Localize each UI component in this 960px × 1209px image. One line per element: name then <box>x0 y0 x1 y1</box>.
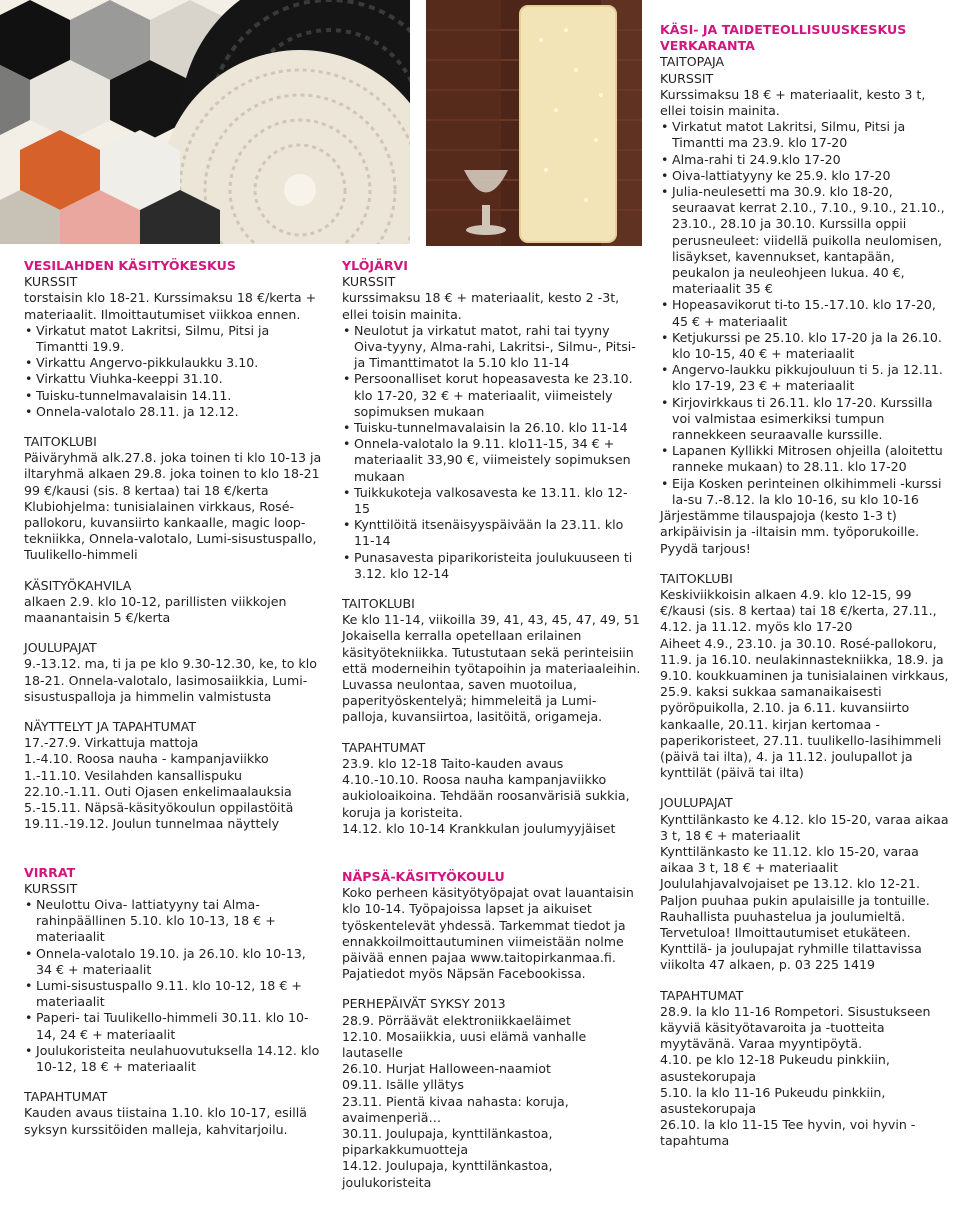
section-vesilahti <box>24 258 324 833</box>
list-item: • Tuisku-tunnelmavalaisin la 26.10. klo 11-14 <box>342 420 642 436</box>
vesilahti-intro: torstaisin klo 18-21. Kurssimaksu 18 €/kerta + materiaalit. Ilmoittautumiset viikkoa ennen. <box>24 290 317 322</box>
vesilahti-course-list <box>24 323 324 420</box>
list-item: • Persoonalliset korut hopeasavesta ke 23.10. klo 17-20, 32 € + materiaalit, viimeistely sopimuksen mukaan <box>342 371 642 420</box>
verkaranta-tapahtumat-text: 28.9. la klo 11-16 Rompetori. Sisustukseen käyviä käsityötavaroita ja -tuotteita myytävänä. Varaa myyntipöytä. 4.10. pe klo 12-18 Pukeudu pinkkiin, asustekorupaja 5.10. la klo 11-16 Pukeudu pinkkiin, asustekorupaja 26.10. la klo 11-15 Tee hyvin, voi hyvin - tapahtuma <box>660 1003 931 1149</box>
vesilahti-taitoklubi-text: Päiväryhmä alk.27.8. joka toinen ti klo 10-13 ja iltaryhmä alkaen 29.8. joka toinen to klo 18-21 99 €/kausi (sis. 8 kertaa) tai 18 €/kerta Klubiohjelma: tunisialainen virkkaus, Rosé-pallokoru, kuvansiirto kankaalle, magic loop-tekniikka, Onnela-valotalo, Lumi-sisustuspallo, Tuulikello-himmeli <box>24 450 322 563</box>
ylojarvi-tapahtumat-text: 23.9. klo 12-18 Taito-kauden avaus 4.10.-10.10. Roosa nauha kampanjaviikko aukioloaikoina. Tehdään roosanvärisiä sukkia, koruja ja koristeita. 14.12. klo 10-14 Krankkulan joulumyyjäiset <box>342 755 630 836</box>
section-virrat <box>24 865 324 1138</box>
list-item: • Neulottu Oiva- lattiatyyny tai Alma-rahinpäällinen 5.10. klo 10-13, 18 € + materiaalit <box>24 897 324 946</box>
knitted-lamp-photo <box>426 0 642 246</box>
label-taitopaja: TAITOPAJA <box>660 54 725 70</box>
column-verkaranta <box>660 22 952 1168</box>
section-ylojarvi <box>342 258 642 837</box>
list-item: • Joulukoristeita neulahuovutuksella 14.12. klo 10-12, 18 € + materiaalit <box>24 1043 324 1075</box>
list-item: • Lapanen Kyllikki Mitrosen ohjeilla (aloitettu ranneke mukaan) to 28.11. klo 17-20 <box>660 443 952 475</box>
vesilahti-joulupajat-text: 9.-13.12. ma, ti ja pe klo 9.30-12.30, ke, to klo 18-21. Onnela-valotalo, lasimosaiikkia, Lumi-sisustuspalloja ja himmelin valmistusta <box>24 656 317 704</box>
verkaranta-joulupajat-text: Kynttilänkasto ke 4.12. klo 15-20, varaa aikaa 3 t, 18 € + materiaalit Kynttilänkasto ke 11.12. klo 15-20, varaa aikaa 3 t, 18 € + materiaalit Joululahjavalvojaiset pe 13.12. klo 12-21. Paljon puuhaa pukin apulaisille ja tontuille. Rauhallista puuhastelua ja joulumieltä. Tervetuloa! Ilmoittautumiset etukäteen. Kynttilä- ja joulupajat ryhmille tilattavissa viikolta 47 alkaen, p. 03 225 1419 <box>660 811 949 973</box>
ylojarvi-intro: kurssimaksu 18 € + materiaalit, kesto 2 -3t, ellei toisin mainita. <box>342 290 620 322</box>
virrat-tapahtumat-text: Kauden avaus tiistaina 1.10. klo 10-17, esillä syksyn kurssitöiden malleja, kahvitarjoilu. <box>24 1105 307 1137</box>
label-joulupajat: JOULUPAJAT <box>24 640 97 656</box>
knitted-lamp-illustration <box>426 0 642 246</box>
list-item: • Virkatut matot Lakritsi, Silmu, Pitsi ja Timantti ma 23.9. klo 17-20 <box>660 119 952 151</box>
list-item: • Eija Kosken perinteinen olkihimmeli -kurssi la-su 7.-8.12. la klo 10-16, su klo 10-16 <box>660 476 952 508</box>
list-item: • Oiva-lattiatyyny ke 25.9. klo 17-20 <box>660 168 952 184</box>
list-item: • Hopeasavikorut ti-to 15.-17.10. klo 17-20, 45 € + materiaalit <box>660 297 952 329</box>
list-item: • Virkatut matot Lakritsi, Silmu, Pitsi ja Timantti 19.9. <box>24 323 324 355</box>
section-napsa <box>342 869 642 1191</box>
vesilahti-kahvila-text: alkaen 2.9. klo 10-12, parillisten viikkojen maanantaisin 5 €/kerta <box>24 593 287 626</box>
label-tapahtumat: TAPAHTUMAT <box>660 987 744 1003</box>
virrat-course-list <box>24 897 324 1075</box>
napsa-perhepaivat-text: 28.9. Pörräävät elektroniikkaeläimet 12.10. Mosaiikkia, uusi elämä vanhalle lautaselle 26.10. Hurjat Halloween-naamiot 09.11. Isälle yllätys 23.11. Pientä kivaa nahasta: koruja, avaimenperiä… 30.11. Joulupaja, kynttilänkastoa, piparkakkumuotteja 14.12. Joulupaja, kynttilänkastoa, joulukoristeita <box>342 1012 587 1190</box>
label-kasityokahvila: KÄSITYÖKAHVILA <box>24 577 132 593</box>
list-item: • Punasavesta piparikoristeita joulukuuseen ti 3.12. klo 12-14 <box>342 550 642 582</box>
label-tapahtumat: TAPAHTUMAT <box>24 1089 108 1105</box>
list-item: • Ketjukurssi pe 25.10. klo 17-20 ja la 26.10. klo 10-15, 40 € + materiaalit <box>660 330 952 362</box>
list-item: • Kynttilöitä itsenäisyyspäivään la 23.11. klo 11-14 <box>342 517 642 549</box>
verkaranta-tilaus-text: Järjestämme tilauspajoja (kesto 1-3 t) arkipäivisin ja -iltaisin mm. työporukoille. Pyydä tarjous! <box>660 508 920 556</box>
list-item: • Onnela-valotalo la 9.11. klo11-15, 34 € + materiaalit 33,90 €, viimeistely sopimuksen mukaan <box>342 436 642 485</box>
column-vesilahti-virrat <box>24 258 324 1156</box>
list-item: • Virkattu Angervo-pikkulaukku 3.10. <box>24 355 324 371</box>
list-item: • Angervo-laukku pikkujouluun ti 5. ja 12.11. klo 17-19, 23 € + materiaalit <box>660 362 952 394</box>
label-taitoklubi: TAITOKLUBI <box>660 570 733 586</box>
napsa-text: Koko perheen käsityötyöpajat ovat lauantaisin klo 10-14. Työpajoissa lapset ja aikuiset työskentelevät yhdessä. Tarkemmat tiedot ja ennakkoilmoittautuminen viimeistään nolme päivää ennen pajaa www.taitopirkanmaa.fi. Pajatiedot myös Näpsän Facebookissa. <box>342 885 634 982</box>
label-joulupajat: JOULUPAJAT <box>660 795 733 811</box>
crochet-rugs-illustration <box>0 0 410 244</box>
list-item: • Onnela-valotalo 28.11. ja 12.12. <box>24 404 324 420</box>
label-taitoklubi: TAITOKLUBI <box>24 434 97 450</box>
verkaranta-taitoklubi-text: Keskiviikkoisin alkaen 4.9. klo 12-15, 99 €/kausi (sis. 8 kertaa) tai 18 €/kerta, 27.11., 4.12. ja 11.12. myös klo 17-20 Aiheet 4.9., 23.10. ja 30.10. Rosé-pallokoru, 11.9. ja 16.10. neulakinnastekniikka, 18.9. ja 9.10. koukkuaminen ja tunisialainen virkkaus, 25.9. kaksi sukkaa samanaikaisesti pyöröpuikolla, 2.10. ja 6.11. kuvansiirto kankaalle, 20.11. kirjan kertomaa -paperikoristeet, 27.11. tuulikello-lasihimmeli (päivä tai ilta), 4. ja 11.12. joulupallot ja kynttilät (päivä tai ilta) <box>660 586 949 781</box>
vesilahti-nayttelyt-text: 17.-27.9. Virkattuja mattoja 1.-4.10. Roosa nauha - kampanjaviikko 1.-11.10. Vesilahden kansallispuku 22.10.-1.11. Outi Ojasen enkelimaalauksia 5.-15.11. Näpsä-käsityökoulun oppilastöitä 19.11.-19.12. Joulun tunnelmaa näyttely <box>24 735 294 832</box>
list-item: • Lumi-sisustuspallo 9.11. klo 10-12, 18 € + materiaalit <box>24 978 324 1010</box>
verkaranta-course-list <box>660 119 952 508</box>
label-tapahtumat: TAPAHTUMAT <box>342 739 426 755</box>
ylojarvi-course-list <box>342 323 642 582</box>
label-kurssit: KURSSIT <box>660 70 714 86</box>
heading-napsa: NÄPSÄ-KÄSITYÖKOULU <box>342 868 505 884</box>
list-item: • Onnela-valotalo 19.10. ja 26.10. klo 10-13, 34 € + materiaalit <box>24 946 324 978</box>
column-ylojarvi-napsa <box>342 258 642 1209</box>
section-verkaranta <box>660 22 952 1150</box>
label-perhepaivat: PERHEPÄIVÄT SYKSY 2013 <box>342 996 506 1012</box>
list-item: • Tuisku-tunnelmavalaisin 14.11. <box>24 388 324 404</box>
list-item: • Kirjovirkkaus ti 26.11. klo 17-20. Kurssilla voi valmistaa esimerkiksi tumpun rannekkeen seuraavalle kurssille. <box>660 395 952 444</box>
label-kurssit: KURSSIT <box>24 880 78 896</box>
label-kurssit: KURSSIT <box>24 274 78 290</box>
list-item: • Julia-neulesetti ma 30.9. klo 18-20, seuraavat kerrat 2.10., 7.10., 9.10., 21.10., 23.10., 28.10 ja 30.10. Kurssilla oppii perusneuleet: viidellä puikolla neulomisen, lisäykset, kavennukset, kantapään, peukalon ja neuleohjeen lukua. 40 €, materiaalit 35 € <box>660 184 952 297</box>
list-item: • Neulotut ja virkatut matot, rahi tai tyyny Oiva-tyyny, Alma-rahi, Lakritsi-, Silmu-, Pitsi-ja Timanttimatot la 5.10 klo 11-14 <box>342 323 642 372</box>
list-item: • Virkattu Viuhka-keeppi 31.10. <box>24 371 324 387</box>
list-item: • Alma-rahi ti 24.9.klo 17-20 <box>660 152 952 168</box>
heading-virrat: VIRRAT <box>24 864 76 880</box>
crochet-rugs-photo <box>0 0 410 244</box>
ylojarvi-taitoklubi-text: Ke klo 11-14, viikoilla 39, 41, 43, 45, 47, 49, 51 Jokaisella kerralla opetellaan erilainen käsityötekniikka. Tutustutaan sekä perinteisiin että moderneihin työtapoihin ja materiaaleihin. Luvassa neulontaa, saven muotoilua, paperityöskentelyä; himmeleitä ja Lumi-palloja, kuvansiirtoa, lasitöitä, origameja. <box>342 612 641 725</box>
heading-ylojarvi: YLÖJÄRVI <box>342 258 408 273</box>
verkaranta-intro: Kurssimaksu 18 € + materiaalit, kesto 3 t, ellei toisin mainita. <box>660 86 926 119</box>
heading-verkaranta: KÄSI- JA TAIDETEOLLISUUSKESKUS VERKARANTA <box>660 22 907 54</box>
list-item: • Paperi- tai Tuulikello-himmeli 30.11. klo 10-14, 24 € + materiaalit <box>24 1010 324 1042</box>
label-kurssit: KURSSIT <box>342 274 396 290</box>
heading-vesilahti: VESILAHDEN KÄSITYÖKESKUS <box>24 258 236 273</box>
list-item: • Tuikkukoteja valkosavesta ke 13.11. klo 12-15 <box>342 485 642 517</box>
label-nayttelyt: NÄYTTELYT JA TAPAHTUMAT <box>24 719 197 735</box>
label-taitoklubi: TAITOKLUBI <box>342 596 415 612</box>
